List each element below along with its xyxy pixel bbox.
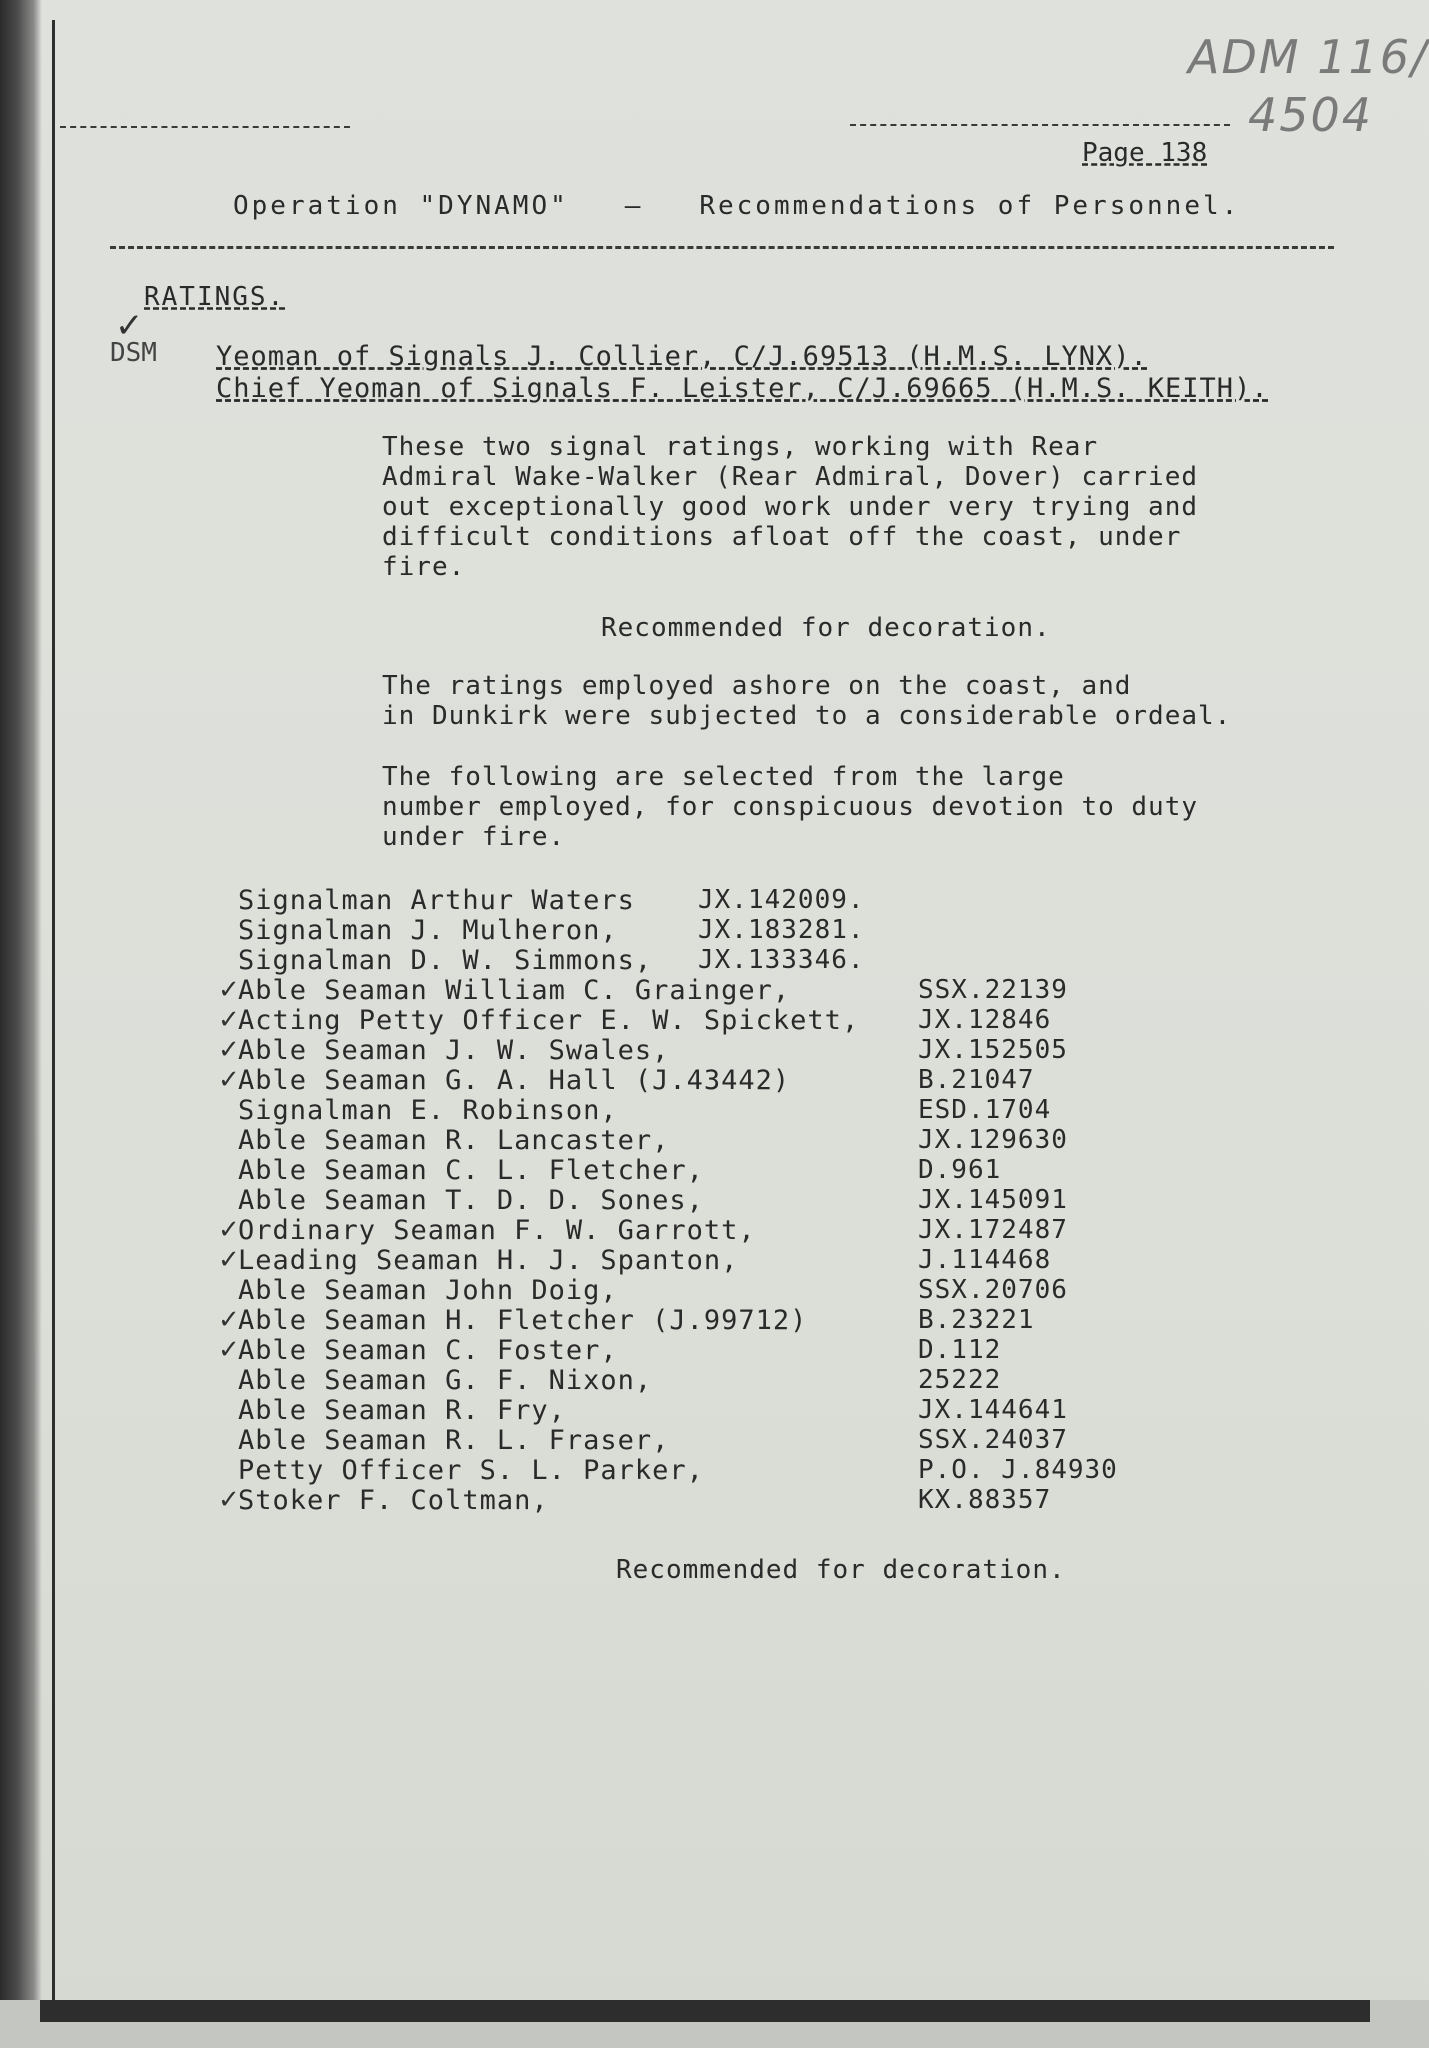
- list-item-name: Able Seaman William C. Grainger,: [238, 975, 791, 1006]
- top-rule-right: [850, 124, 1230, 126]
- list-item-number: D.961: [918, 1155, 1002, 1185]
- list-item-name: Able Seaman C. Foster,: [238, 1335, 618, 1366]
- page-number: Page 138: [1082, 138, 1208, 168]
- list-item-number: JX.172487: [918, 1215, 1068, 1245]
- list-item-number: J.114468: [918, 1245, 1052, 1275]
- margin-annotation: DSM: [110, 338, 157, 368]
- list-item-number: SSX.22139: [918, 975, 1068, 1005]
- list-item-number: JX.152505: [918, 1035, 1068, 1065]
- check-mark-icon: ✓: [218, 1335, 240, 1365]
- check-mark-icon: ✓: [218, 1065, 240, 1095]
- list-item-name: Able Seaman R. Lancaster,: [238, 1125, 670, 1156]
- list-item-name: Able Seaman H. Fletcher (J.99712): [238, 1305, 808, 1336]
- paragraph-signal-ratings: These two signal ratings, working with Rear Admiral Wake-Walker (Rear Admiral, Dover) carried out exceptionally good work under very trying and difficult conditions afloat off the coast, under fire.: [382, 432, 1199, 582]
- list-item-name: Signalman E. Robinson,: [238, 1095, 618, 1126]
- list-item-name: Able Seaman G. F. Nixon,: [238, 1365, 653, 1396]
- list-item-name: Able Seaman T. D. D. Sones,: [238, 1185, 704, 1216]
- list-item-number: D.112: [918, 1335, 1002, 1365]
- archive-ref-line1: ADM 116/: [1188, 30, 1429, 84]
- list-item-number: SSX.20706: [918, 1275, 1068, 1305]
- list-item-number: P.O. J.84930: [918, 1455, 1118, 1485]
- list-item-number: B.21047: [918, 1065, 1035, 1095]
- list-item-number: ESD.1704: [918, 1095, 1052, 1125]
- check-mark-icon: ✓: [218, 1005, 240, 1035]
- document-title: Operation "DYNAMO" — Recommendations of Personnel.: [233, 191, 1241, 221]
- list-item-number: JX.144641: [918, 1395, 1068, 1425]
- recommendation-1: Recommended for decoration.: [601, 613, 1051, 643]
- top-rule-left: [60, 126, 350, 128]
- list-item-number: JX.142009.: [698, 885, 865, 915]
- check-mark-icon: ✓: [218, 975, 240, 1005]
- check-mark-icon: ✓: [218, 1215, 240, 1245]
- check-mark-icon: ✓: [218, 1485, 240, 1515]
- list-item-name: Leading Seaman H. J. Spanton,: [238, 1245, 739, 1276]
- list-item-number: JX.129630: [918, 1125, 1068, 1155]
- list-item-name: Ordinary Seaman F. W. Garrott,: [238, 1215, 756, 1246]
- list-item-name: Acting Petty Officer E. W. Spickett,: [238, 1005, 860, 1036]
- scan-bottom-bar: [40, 2000, 1370, 2022]
- subject-chief-yeoman: Chief Yeoman of Signals F. Leister, C/J.69665 (H.M.S. KEITH).: [216, 373, 1269, 404]
- list-item-name: Signalman J. Mulheron,: [238, 915, 618, 946]
- list-item-name: Able Seaman R. Fry,: [238, 1395, 566, 1426]
- paragraph-selection: The following are selected from the large number employed, for conspicuous devotion to duty under fire.: [382, 762, 1199, 852]
- recommendation-closing: Recommended for decoration.: [616, 1555, 1066, 1585]
- list-item-number: JX.12846: [918, 1005, 1052, 1035]
- section-heading: RATINGS.: [144, 282, 286, 312]
- list-item-number: KX.88357: [918, 1485, 1052, 1515]
- list-item-name: Able Seaman R. L. Fraser,: [238, 1425, 670, 1456]
- list-item-name: Able Seaman John Doig,: [238, 1275, 618, 1306]
- check-mark-icon: ✓: [218, 1305, 240, 1335]
- margin-tick-icon: ✓: [115, 306, 144, 346]
- list-item-name: Able Seaman G. A. Hall (J.43442): [238, 1065, 791, 1096]
- list-item-number: JX.133346.: [698, 945, 865, 975]
- scan-binding-shadow: [0, 0, 42, 2000]
- title-rule: [110, 246, 1334, 249]
- list-item-name: Signalman Arthur Waters: [238, 885, 635, 916]
- list-item-number: SSX.24037: [918, 1425, 1068, 1455]
- list-item-name: Able Seaman J. W. Swales,: [238, 1035, 670, 1066]
- list-item-name: Stoker F. Coltman,: [238, 1485, 549, 1516]
- subject-yeoman: Yeoman of Signals J. Collier, C/J.69513 (H.M.S. LYNX).: [216, 341, 1148, 372]
- list-item-name: Able Seaman C. L. Fletcher,: [238, 1155, 704, 1186]
- list-item-number: JX.145091: [918, 1185, 1068, 1215]
- list-item-name: Petty Officer S. L. Parker,: [238, 1455, 704, 1486]
- list-item-name: Signalman D. W. Simmons,: [238, 945, 653, 976]
- check-mark-icon: ✓: [218, 1245, 240, 1275]
- check-mark-icon: ✓: [218, 1035, 240, 1065]
- list-item-number: 25222: [918, 1365, 1002, 1395]
- list-item-number: B.23221: [918, 1305, 1035, 1335]
- margin-line: [52, 20, 55, 2000]
- paragraph-ashore: The ratings employed ashore on the coast, and in Dunkirk were subjected to a considerable ordeal.: [382, 671, 1232, 731]
- archive-ref-line2: 4504: [1248, 88, 1374, 142]
- list-item-number: JX.183281.: [698, 915, 865, 945]
